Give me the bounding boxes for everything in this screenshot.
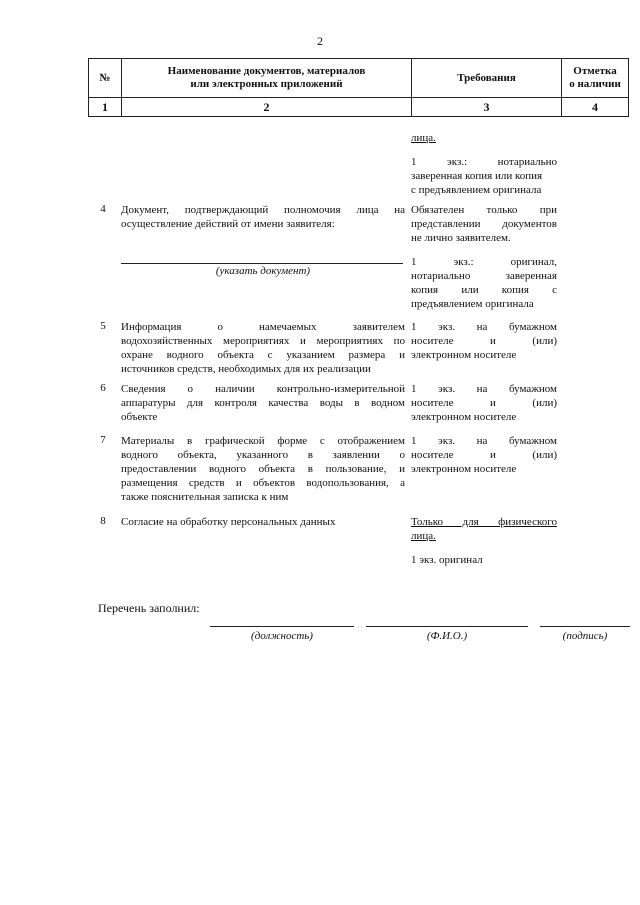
req-line: 1 экз. на бумажном — [411, 435, 557, 447]
name-line: осуществление действий от имени заявителя: — [121, 218, 335, 230]
header-col-documents — [122, 59, 412, 98]
name-line: Сведения о наличии контрольно-измерительной — [121, 383, 405, 395]
req-line: Только для физического — [411, 516, 557, 528]
column-number-1: 1 — [89, 98, 122, 117]
req-line: 1 экз.: оригинал, — [411, 256, 557, 268]
name-line: размещения средств и объектов водопользования, а — [121, 477, 405, 489]
row-4-requirements — [411, 203, 557, 311]
req-line: носителе и (или) — [411, 397, 557, 409]
signature-line[interactable] — [540, 626, 630, 627]
full-name-caption: (Ф.И.О.) — [426, 630, 468, 642]
req-line: носителе и (или) — [411, 449, 557, 461]
name-line: источников средств, необходимых для их реализации — [121, 363, 371, 375]
header-col-documents-line2: или электронных приложений — [190, 78, 343, 90]
name-line: Информация о намечаемых заявителем — [121, 321, 405, 333]
position-caption: (должность) — [251, 630, 313, 642]
header-col-documents-line1: Наименование документов, материалов — [167, 65, 366, 77]
row-8-number: 8 — [100, 515, 106, 527]
name-line: охране водного объекта с указанием размера и — [121, 349, 405, 361]
req-line: 1 экз. на бумажном — [411, 383, 557, 395]
page-number: 2 — [317, 34, 323, 48]
header-col-mark — [562, 59, 629, 98]
name-line: Согласие на обработку персональных данных — [121, 516, 336, 528]
row-6-name — [121, 382, 405, 424]
req-line: лица. — [411, 530, 436, 542]
req-line: с предъявлением оригинала — [411, 184, 542, 196]
req-line: не лично заявителем. — [411, 232, 511, 244]
document-hint: (указать документ) — [215, 265, 311, 277]
row-6-requirements — [411, 382, 557, 424]
name-line: водного объекта, указанного в заявлении о — [121, 449, 405, 461]
req-line: 1 экз. оригинал — [411, 554, 483, 566]
req-line: носителе и (или) — [411, 335, 557, 347]
row-8-requirements — [411, 515, 557, 567]
req-line: Обязателен только при — [411, 204, 557, 216]
name-line: предоставлении водного объекта в пользование, и — [121, 463, 405, 475]
req-line: электронном носителе — [411, 411, 517, 423]
req-line: заверенная копия или копия — [411, 170, 543, 182]
row-4-name — [121, 203, 405, 278]
row-7-number: 7 — [100, 434, 106, 446]
row-6-number: 6 — [100, 382, 106, 394]
name-line: объекте — [121, 411, 158, 423]
continuation-requirements — [411, 131, 557, 197]
name-line: водохозяйственных мероприятиях и мероприятиях по — [121, 335, 405, 347]
row-7-requirements — [411, 434, 557, 476]
req-line: лица. — [411, 132, 436, 144]
filled-by-label: Перечень заполнил: — [98, 601, 200, 615]
row-5-requirements — [411, 320, 557, 362]
position-line[interactable] — [210, 626, 354, 627]
name-line: Документ, подтверждающий полномочия лица на — [121, 204, 405, 216]
header-col-number: № — [89, 59, 122, 98]
row-5-name — [121, 320, 405, 376]
name-line: Материалы в графической форме с отображением — [121, 435, 405, 447]
column-number-4: 4 — [562, 98, 629, 117]
req-line: 1 экз. на бумажном — [411, 321, 557, 333]
full-name-line[interactable] — [366, 626, 528, 627]
req-line: электронном носителе — [411, 463, 517, 475]
name-line: также пояснительная записка к ним — [121, 491, 289, 503]
req-line: электронном носителе — [411, 349, 517, 361]
req-line: копия или копия с — [411, 284, 557, 296]
row-4-number: 4 — [100, 203, 106, 215]
row-7-name — [121, 434, 405, 504]
req-line: предъявлением оригинала — [411, 298, 534, 310]
req-line: 1 экз.: нотариально — [411, 156, 557, 168]
req-line: представлении документов — [411, 218, 557, 230]
column-number-3: 3 — [412, 98, 562, 117]
signature-caption: (подпись) — [562, 630, 608, 642]
column-number-2: 2 — [122, 98, 412, 117]
row-5-number: 5 — [100, 320, 106, 332]
header-col-mark-line2: о наличии — [569, 78, 621, 90]
req-line: нотариально заверенная — [411, 270, 557, 282]
header-col-mark-line1: Отметка — [573, 65, 617, 77]
table-header — [88, 58, 629, 117]
name-line: аппаратуры для контроля качества воды в водном — [121, 397, 405, 409]
row-8-name — [121, 515, 405, 529]
header-col-requirements: Требования — [412, 59, 562, 98]
